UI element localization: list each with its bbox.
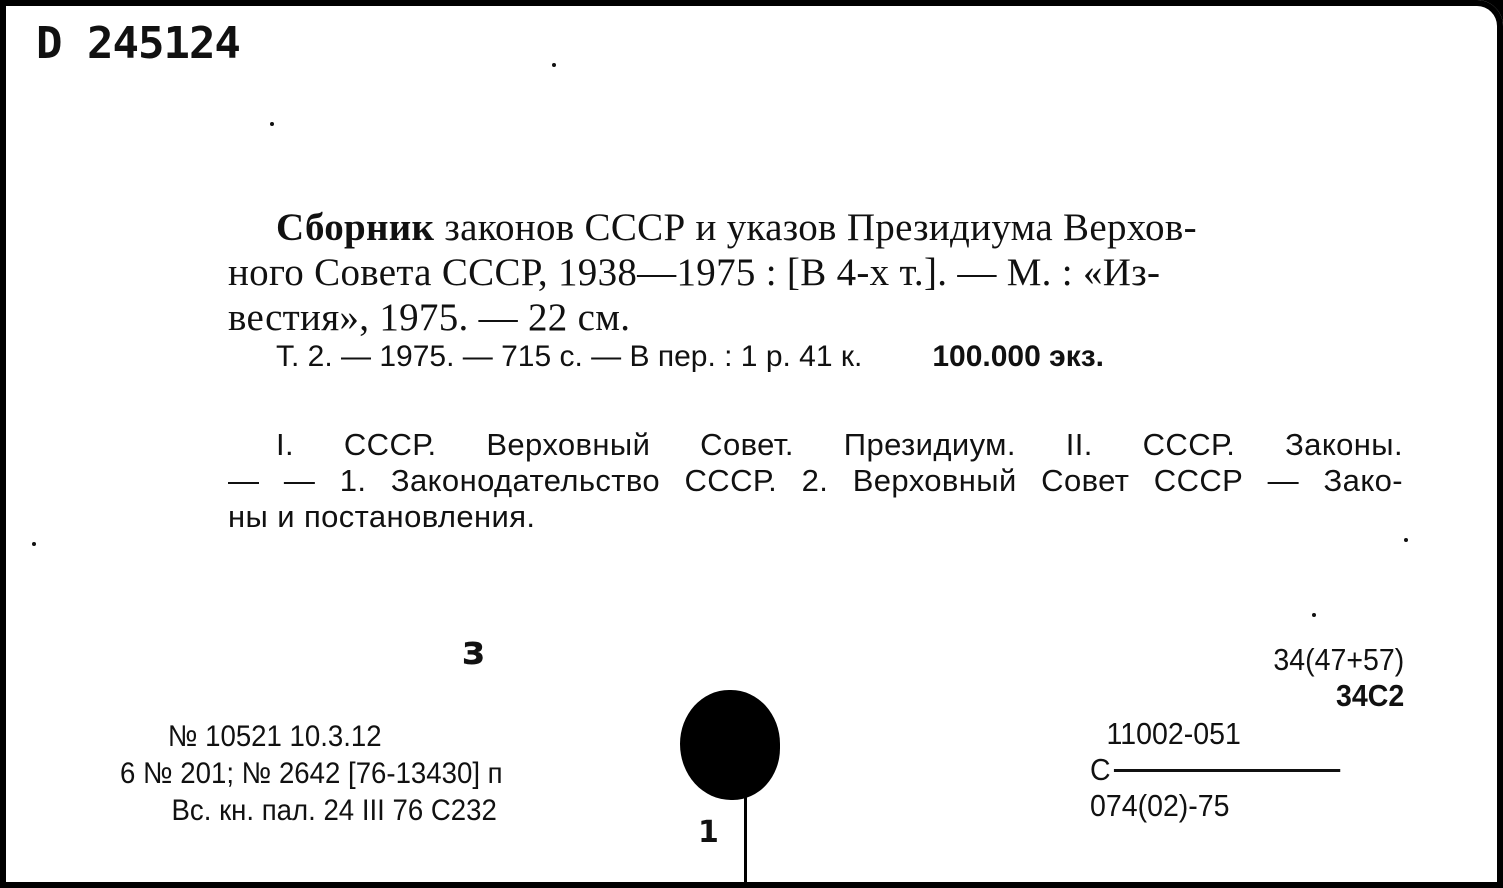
author-mark: 34С2 (1335, 678, 1404, 713)
speck (552, 63, 556, 67)
ordering-line-1: № 10521 10.3.12 (167, 720, 382, 753)
collation (276, 340, 1104, 374)
speck (1404, 538, 1408, 542)
classification-index (1273, 642, 1404, 714)
subject-line-2: — — 1. Законодательство СССР. 2. Верховный Совет СССР — Зако- (228, 463, 1403, 498)
price-code (1090, 716, 1341, 824)
handwritten-mark: 1 (698, 815, 719, 850)
ordering-line-3: Вс. кн. пал. 24 III 76 С232 (171, 794, 497, 827)
punch-hole (680, 690, 780, 800)
main-entry-line-2: ного Совета СССР, 1938—1975 : [В 4-х т.]. — М. : «Из- (228, 251, 1161, 294)
main-entry-title: Сборник (276, 206, 435, 249)
ordering-info (120, 718, 503, 829)
main-entry-line-3: вестия», 1975. — 22 см. (228, 296, 631, 339)
print-run: 100.000 экз. (932, 340, 1104, 373)
bbk-index: 34(47+57) (1273, 642, 1404, 677)
handwritten-mark: з (462, 628, 486, 674)
speck (270, 122, 274, 126)
price-code-fraction (1090, 752, 1341, 788)
subject-headings (228, 427, 1403, 535)
subject-line-1: I. СССР. Верховный Совет. Президиум. II. СССР. Законы. (276, 427, 1403, 462)
price-code-numerator: 11002-051 (1106, 716, 1241, 751)
card-number: D 245124 (36, 18, 240, 69)
price-code-letter: С (1090, 752, 1111, 787)
main-entry-line-1 (228, 205, 1403, 250)
main-entry-title-rest: законов СССР и указов Президиума Верхов- (434, 206, 1197, 249)
fraction-bar (1114, 769, 1340, 772)
main-entry (228, 205, 1403, 340)
speck (32, 542, 36, 546)
speck (1312, 613, 1316, 617)
subject-line-3: ны и постановления. (228, 499, 536, 534)
ordering-line-2: 6 № 201; № 2642 [76-13430] п (120, 757, 503, 790)
price-code-denominator: 074(02)-75 (1090, 788, 1230, 823)
punch-hole-line (744, 790, 747, 885)
collation-volume: Т. 2. — 1975. — 715 с. — В пер. : 1 р. 41 к. (276, 340, 863, 373)
